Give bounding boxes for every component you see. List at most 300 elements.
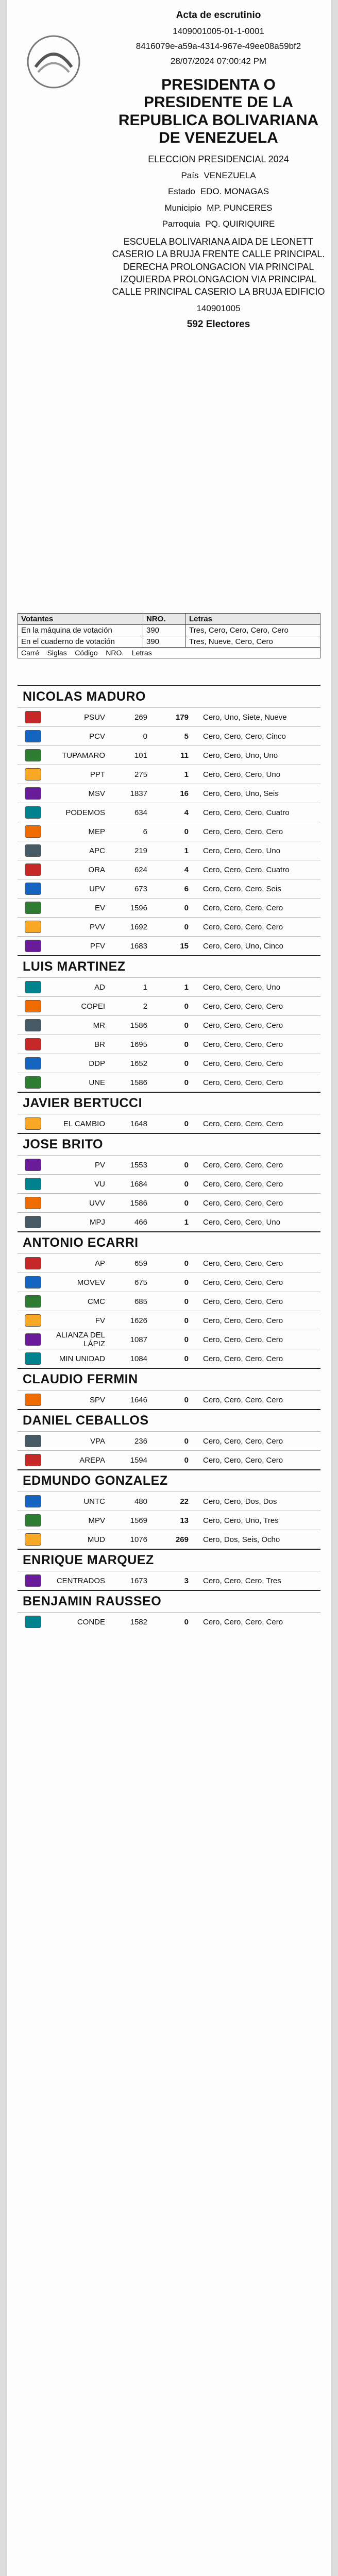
party-row xyxy=(18,977,320,996)
party-logo-icon xyxy=(18,999,48,1013)
party-votes-letras: Cero, Cero, Cero, Cuatro xyxy=(203,808,290,817)
party-code: 275 xyxy=(134,770,147,779)
party-chip xyxy=(25,806,41,819)
party-acronym: MPV xyxy=(88,1516,105,1525)
party-chip xyxy=(25,1314,41,1327)
party-chip xyxy=(25,768,41,781)
footer-col: Carré xyxy=(21,649,40,657)
party-chip xyxy=(25,711,41,723)
voters-nro: 390 xyxy=(143,636,186,648)
party-logo-icon xyxy=(18,1434,48,1448)
party-votes-letras: Cero, Cero, Cero, Cero xyxy=(203,1078,283,1087)
party-logo-icon xyxy=(18,1037,48,1052)
party-chip xyxy=(25,1533,41,1546)
party-acronym: FV xyxy=(95,1316,105,1325)
party-votes-letras: Cero, Cero, Cero, Uno xyxy=(203,982,281,992)
party-logo-icon xyxy=(18,862,48,877)
party-row xyxy=(18,996,320,1015)
party-row xyxy=(18,1450,320,1469)
col-votantes: Votantes xyxy=(18,614,143,625)
municipality-value: MP. PUNCERES xyxy=(207,202,273,213)
party-votes-letras: Cero, Cero, Cero, Cero xyxy=(203,1316,283,1325)
party-row xyxy=(18,1571,320,1590)
party-logo-icon xyxy=(18,1075,48,1090)
cne-logo-icon xyxy=(23,31,84,93)
party-votes-letras: Cero, Cero, Cero, Cero xyxy=(203,1455,283,1465)
party-chip xyxy=(25,1178,41,1190)
party-code: 1594 xyxy=(130,1455,147,1465)
party-votes-letras: Cero, Cero, Cero, Cero xyxy=(203,1617,283,1626)
party-chip xyxy=(25,1159,41,1171)
party-logo-icon xyxy=(18,1532,48,1547)
table-row xyxy=(18,636,320,648)
party-code: 1076 xyxy=(130,1535,147,1544)
party-votes-letras: Cero, Cero, Cero, Uno xyxy=(203,846,281,855)
party-code: 1684 xyxy=(130,1179,147,1189)
party-votes: 0 xyxy=(184,1617,189,1626)
party-row xyxy=(18,1492,320,1511)
party-chip xyxy=(25,1019,41,1031)
party-acronym: MOVEV xyxy=(77,1278,105,1287)
party-code: 1553 xyxy=(130,1160,147,1170)
party-row xyxy=(18,1511,320,1530)
party-votes: 0 xyxy=(184,1259,189,1268)
party-votes: 0 xyxy=(184,1059,189,1068)
party-chip xyxy=(25,1394,41,1406)
center-name: ESCUELA BOLIVARIANA AIDA DE LEONETT xyxy=(123,236,314,247)
candidates-list xyxy=(18,685,320,1631)
party-code: 1837 xyxy=(130,789,147,798)
party-acronym: PODEMOS xyxy=(65,808,105,817)
party-chip xyxy=(25,1117,41,1130)
party-votes-letras: Cero, Cero, Cero, Cuatro xyxy=(203,865,290,874)
party-acronym: MUD xyxy=(87,1535,105,1544)
party-code: 0 xyxy=(143,732,147,741)
party-code: 624 xyxy=(134,865,147,874)
party-acronym: TUPAMARO xyxy=(62,751,105,760)
election-name: ELECCION PRESIDENCIAL 2024 xyxy=(148,154,289,164)
party-row xyxy=(18,1330,320,1349)
candidate-name: EDMUNDO GONZALEZ xyxy=(18,1469,320,1492)
party-votes: 0 xyxy=(184,1002,189,1011)
party-code: 675 xyxy=(134,1278,147,1287)
party-votes: 4 xyxy=(184,865,189,874)
party-acronym: MIN UNIDAD xyxy=(59,1354,105,1363)
party-votes: 22 xyxy=(180,1497,189,1506)
party-chip xyxy=(25,883,41,895)
party-logo-icon xyxy=(18,1294,48,1309)
party-logo-icon xyxy=(18,1056,48,1071)
party-votes-letras: Cero, Cero, Cero, Tres xyxy=(203,1576,281,1585)
candidate-name: ANTONIO ECARRI xyxy=(18,1231,320,1253)
voters-letras: Tres, Cero, Cero, Cero, Cero xyxy=(186,625,320,636)
party-chip xyxy=(25,981,41,993)
party-votes: 0 xyxy=(184,1160,189,1170)
party-logo-icon xyxy=(18,1332,48,1347)
party-votes: 0 xyxy=(184,1335,189,1344)
party-acronym: EV xyxy=(94,903,105,912)
footer-col: Letras xyxy=(131,649,152,657)
candidate-name: ENRIQUE MARQUEZ xyxy=(18,1549,320,1571)
party-logo-icon xyxy=(18,882,48,896)
party-votes-letras: Cero, Cero, Cero, Cinco xyxy=(203,732,286,741)
party-votes: 0 xyxy=(184,1119,189,1128)
party-votes: 3 xyxy=(184,1576,189,1585)
candidate-name: DANIEL CEBALLOS xyxy=(18,1409,320,1431)
party-logo-icon xyxy=(18,1158,48,1172)
party-code: 6 xyxy=(143,827,147,836)
party-acronym: ALIANZA DEL LÁPIZ xyxy=(56,1331,105,1348)
party-votes: 5 xyxy=(184,732,189,741)
candidate-name: BENJAMIN RAUSSEO xyxy=(18,1590,320,1612)
party-row xyxy=(18,784,320,803)
party-acronym: COPEI xyxy=(81,1002,105,1011)
party-code: 1084 xyxy=(130,1354,147,1363)
party-row xyxy=(18,822,320,841)
party-logo-icon xyxy=(18,1215,48,1229)
party-acronym: SPV xyxy=(89,1395,105,1404)
party-row xyxy=(18,1612,320,1631)
party-logo-icon xyxy=(18,1256,48,1270)
party-votes-letras: Cero, Cero, Cero, Cero xyxy=(203,1198,283,1208)
party-row xyxy=(18,1174,320,1193)
party-logo-icon xyxy=(18,1018,48,1032)
party-chip xyxy=(25,1616,41,1628)
party-code: 480 xyxy=(134,1497,147,1506)
party-logo-icon xyxy=(18,1513,48,1528)
table-footer-row xyxy=(18,648,320,658)
party-row xyxy=(18,1292,320,1311)
party-chip xyxy=(25,1435,41,1447)
party-votes: 6 xyxy=(184,884,189,893)
party-votes-letras: Cero, Cero, Cero, Cero xyxy=(203,1002,283,1011)
party-logo-icon xyxy=(18,1116,48,1131)
party-acronym: BR xyxy=(94,1040,105,1049)
country-label: País xyxy=(181,171,199,180)
party-row xyxy=(18,1054,320,1073)
party-votes-letras: Cero, Cero, Cero, Cero xyxy=(203,827,283,836)
party-row xyxy=(18,765,320,784)
party-acronym: EL CAMBIO xyxy=(63,1119,105,1128)
party-acronym: PSUV xyxy=(84,713,105,722)
party-logo-icon xyxy=(18,1453,48,1467)
party-acronym: PPT xyxy=(90,770,105,779)
acta-uuid: 8416079e-a59a-4314-967e-49ee08a59bf2 xyxy=(136,41,301,51)
party-logo-icon xyxy=(18,920,48,934)
party-code: 1087 xyxy=(130,1335,147,1344)
party-acronym: VU xyxy=(94,1179,105,1189)
party-code: 1569 xyxy=(130,1516,147,1525)
party-acronym: APC xyxy=(89,846,105,855)
party-code: 1648 xyxy=(130,1119,147,1128)
party-acronym: CENTRADOS xyxy=(56,1576,105,1585)
party-votes-letras: Cero, Cero, Cero, Cero xyxy=(203,1059,283,1068)
voters-label: En la máquina de votación xyxy=(18,625,143,636)
party-logo-icon xyxy=(18,824,48,839)
party-votes-letras: Cero, Cero, Cero, Cero xyxy=(203,1436,283,1446)
center-address: CASERIO LA BRUJA FRENTE CALLE PRINCIPAL. DERECHA PROLONGACION VIA PRINCIPAL IZQUIERDA PROLONGACION VIA PRINCIPAL CALLE PRINCIPAL CASERIO LA BRUJA EDIFICIO xyxy=(112,249,325,297)
party-acronym: UNE xyxy=(89,1078,105,1087)
party-chip xyxy=(25,825,41,838)
party-code: 1692 xyxy=(130,922,147,931)
party-votes-letras: Cero, Cero, Cero, Cero xyxy=(203,1354,283,1363)
party-votes: 0 xyxy=(184,922,189,931)
party-votes-letras: Cero, Cero, Uno, Tres xyxy=(203,1516,279,1525)
party-acronym: MEP xyxy=(88,827,105,836)
party-acronym: UNTC xyxy=(83,1497,105,1506)
party-logo-icon xyxy=(18,1494,48,1509)
party-code: 1646 xyxy=(130,1395,147,1404)
party-votes-letras: Cero, Cero, Uno, Seis xyxy=(203,789,279,798)
party-code: 1 xyxy=(143,982,147,992)
party-chip xyxy=(25,1216,41,1228)
party-chip xyxy=(25,940,41,952)
party-votes-letras: Cero, Cero, Cero, Cero xyxy=(203,922,283,931)
header-text xyxy=(110,9,327,330)
party-votes-letras: Cero, Cero, Cero, Cero xyxy=(203,1297,283,1306)
party-votes-letras: Cero, Cero, Cero, Cero xyxy=(203,1335,283,1344)
party-logo-icon xyxy=(18,1393,48,1407)
party-row xyxy=(18,936,320,955)
party-votes: 0 xyxy=(184,827,189,836)
party-chip xyxy=(25,863,41,876)
party-code: 1683 xyxy=(130,941,147,951)
party-acronym: AD xyxy=(94,982,105,992)
party-votes-letras: Cero, Cero, Cero, Cero xyxy=(203,1259,283,1268)
party-chip xyxy=(25,749,41,761)
party-logo-icon xyxy=(18,1196,48,1210)
voters-label: En el cuaderno de votación xyxy=(18,636,143,648)
state-label: Estado xyxy=(167,187,195,197)
party-chip xyxy=(25,1574,41,1587)
acta-title: Acta de escrutinio xyxy=(176,10,261,21)
party-row xyxy=(18,726,320,745)
party-votes: 4 xyxy=(184,808,189,817)
party-votes: 0 xyxy=(184,1021,189,1030)
party-votes: 0 xyxy=(184,1354,189,1363)
footer-col: NRO. xyxy=(106,649,124,657)
party-logo-icon xyxy=(18,901,48,915)
party-chip xyxy=(25,1038,41,1050)
party-chip xyxy=(25,1514,41,1527)
parish-label: Parroquia xyxy=(162,218,200,229)
party-votes: 15 xyxy=(180,941,189,951)
party-chip xyxy=(25,1197,41,1209)
party-row xyxy=(18,1015,320,1035)
party-votes-letras: Cero, Cero, Cero, Uno xyxy=(203,770,281,779)
party-code: 1626 xyxy=(130,1316,147,1325)
footer-col: Código xyxy=(75,649,98,657)
party-acronym: UPV xyxy=(89,884,105,893)
party-row xyxy=(18,1311,320,1330)
acta-document xyxy=(7,0,331,2576)
party-logo-icon xyxy=(18,748,48,762)
acta-datetime: 28/07/2024 07:00:42 PM xyxy=(170,56,267,66)
party-row xyxy=(18,803,320,822)
party-code: 634 xyxy=(134,808,147,817)
party-votes: 1 xyxy=(184,770,189,779)
candidate-name: NICOLAS MADURO xyxy=(18,685,320,707)
party-chip xyxy=(25,1057,41,1070)
party-chip xyxy=(25,1454,41,1466)
party-chip xyxy=(25,844,41,857)
party-code: 269 xyxy=(134,713,147,722)
party-votes-letras: Cero, Cero, Cero, Cero xyxy=(203,1040,283,1049)
electors-count: 592 Electores xyxy=(187,318,250,330)
party-code: 1695 xyxy=(130,1040,147,1049)
party-votes-letras: Cero, Uno, Siete, Nueve xyxy=(203,713,287,722)
party-code: 1586 xyxy=(130,1078,147,1087)
party-chip xyxy=(25,1000,41,1012)
party-row xyxy=(18,1073,320,1092)
party-code: 659 xyxy=(134,1259,147,1268)
party-acronym: PVV xyxy=(89,922,105,931)
party-votes: 179 xyxy=(175,713,189,722)
party-votes: 0 xyxy=(184,1316,189,1325)
table-row xyxy=(18,625,320,636)
party-acronym: MPJ xyxy=(90,1217,105,1227)
party-acronym: CONDE xyxy=(77,1617,105,1626)
party-votes: 0 xyxy=(184,1078,189,1087)
party-votes: 0 xyxy=(184,1395,189,1404)
party-row xyxy=(18,1431,320,1450)
party-logo-icon xyxy=(18,1177,48,1191)
party-chip xyxy=(25,1333,41,1346)
party-chip xyxy=(25,902,41,914)
party-code: 685 xyxy=(134,1297,147,1306)
party-acronym: PFV xyxy=(90,941,105,951)
party-votes: 0 xyxy=(184,1040,189,1049)
candidate-name: JAVIER BERTUCCI xyxy=(18,1092,320,1114)
party-logo-icon xyxy=(18,1275,48,1290)
center-code: 140901005 xyxy=(196,303,241,314)
party-acronym: DDP xyxy=(89,1059,105,1068)
party-votes-letras: Cero, Cero, Cero, Cero xyxy=(203,1021,283,1030)
party-chip xyxy=(25,1352,41,1365)
party-code: 1586 xyxy=(130,1198,147,1208)
party-votes: 0 xyxy=(184,1278,189,1287)
party-chip xyxy=(25,787,41,800)
party-row xyxy=(18,1212,320,1231)
party-votes: 0 xyxy=(184,1179,189,1189)
party-row xyxy=(18,707,320,726)
party-acronym: PCV xyxy=(89,732,105,741)
party-logo-icon xyxy=(18,710,48,724)
party-row xyxy=(18,860,320,879)
party-row xyxy=(18,1349,320,1368)
party-row xyxy=(18,1530,320,1549)
party-row xyxy=(18,841,320,860)
party-votes-letras: Cero, Cero, Cero, Cero xyxy=(203,1119,283,1128)
party-code: 1596 xyxy=(130,903,147,912)
voters-table xyxy=(18,613,320,658)
party-code: 673 xyxy=(134,884,147,893)
party-acronym: ORA xyxy=(88,865,105,874)
party-votes: 11 xyxy=(180,751,189,760)
party-code: 2 xyxy=(143,1002,147,1011)
candidate-name: JOSE BRITO xyxy=(18,1133,320,1155)
party-chip xyxy=(25,921,41,933)
party-votes-letras: Cero, Cero, Cero, Seis xyxy=(203,884,281,893)
party-acronym: CMC xyxy=(87,1297,105,1306)
party-row xyxy=(18,879,320,898)
acta-header xyxy=(7,0,331,618)
party-row xyxy=(18,1114,320,1133)
party-row xyxy=(18,1253,320,1273)
party-votes-letras: Cero, Dos, Seis, Ocho xyxy=(203,1535,280,1544)
party-logo-icon xyxy=(18,1313,48,1328)
party-votes: 1 xyxy=(184,982,189,992)
party-logo-icon xyxy=(18,1351,48,1366)
party-row xyxy=(18,745,320,765)
party-row xyxy=(18,1390,320,1409)
party-logo-icon xyxy=(18,939,48,953)
party-votes-letras: Cero, Cero, Uno, Uno xyxy=(203,751,278,760)
party-code: 219 xyxy=(134,846,147,855)
party-logo-icon xyxy=(18,805,48,820)
party-row xyxy=(18,898,320,917)
party-logo-icon xyxy=(18,767,48,782)
voters-nro: 390 xyxy=(143,625,186,636)
party-row xyxy=(18,1155,320,1174)
party-row xyxy=(18,1035,320,1054)
party-votes: 269 xyxy=(175,1535,189,1544)
party-votes: 0 xyxy=(184,1198,189,1208)
party-logo-icon xyxy=(18,1573,48,1588)
party-votes: 0 xyxy=(184,1297,189,1306)
municipality-label: Municipio xyxy=(164,202,202,213)
party-votes: 16 xyxy=(180,789,189,798)
party-votes-letras: Cero, Cero, Cero, Cero xyxy=(203,1179,283,1189)
party-acronym: MSV xyxy=(88,789,105,798)
party-chip xyxy=(25,1276,41,1289)
party-code: 236 xyxy=(134,1436,147,1446)
party-votes-letras: Cero, Cero, Dos, Dos xyxy=(203,1497,277,1506)
party-votes: 0 xyxy=(184,1455,189,1465)
state-value: EDO. MONAGAS xyxy=(200,187,269,197)
election-heading: PRESIDENTA O PRESIDENTE DE LA REPUBLICA BOLIVARIANA DE VENEZUELA xyxy=(118,76,319,146)
party-votes-letras: Cero, Cero, Uno, Cinco xyxy=(203,941,283,951)
party-row xyxy=(18,1273,320,1292)
party-acronym: AP xyxy=(94,1259,105,1268)
party-logo-icon xyxy=(18,1615,48,1629)
party-chip xyxy=(25,1295,41,1308)
party-votes: 1 xyxy=(184,1217,189,1227)
party-code: 1652 xyxy=(130,1059,147,1068)
party-acronym: UVV xyxy=(89,1198,105,1208)
party-acronym: MR xyxy=(93,1021,105,1030)
acta-code: 1409001005-01-1-0001 xyxy=(173,26,264,36)
party-votes-letras: Cero, Cero, Cero, Cero xyxy=(203,1278,283,1287)
party-chip xyxy=(25,730,41,742)
party-logo-icon xyxy=(18,980,48,994)
party-logo-icon xyxy=(18,843,48,858)
party-code: 1582 xyxy=(130,1617,147,1626)
party-votes: 0 xyxy=(184,903,189,912)
party-code: 101 xyxy=(134,751,147,760)
party-logo-icon xyxy=(18,729,48,743)
party-votes-letras: Cero, Cero, Cero, Cero xyxy=(203,903,283,912)
party-chip xyxy=(25,1495,41,1507)
party-votes-letras: Cero, Cero, Cero, Uno xyxy=(203,1217,281,1227)
party-acronym: AREPA xyxy=(79,1455,105,1465)
col-nro: NRO. xyxy=(143,614,186,625)
country-value: VENEZUELA xyxy=(204,171,256,180)
party-logo-icon xyxy=(18,786,48,801)
party-votes-letras: Cero, Cero, Cero, Cero xyxy=(203,1395,283,1404)
party-row xyxy=(18,1193,320,1212)
voters-letras: Tres, Nueve, Cero, Cero xyxy=(186,636,320,648)
